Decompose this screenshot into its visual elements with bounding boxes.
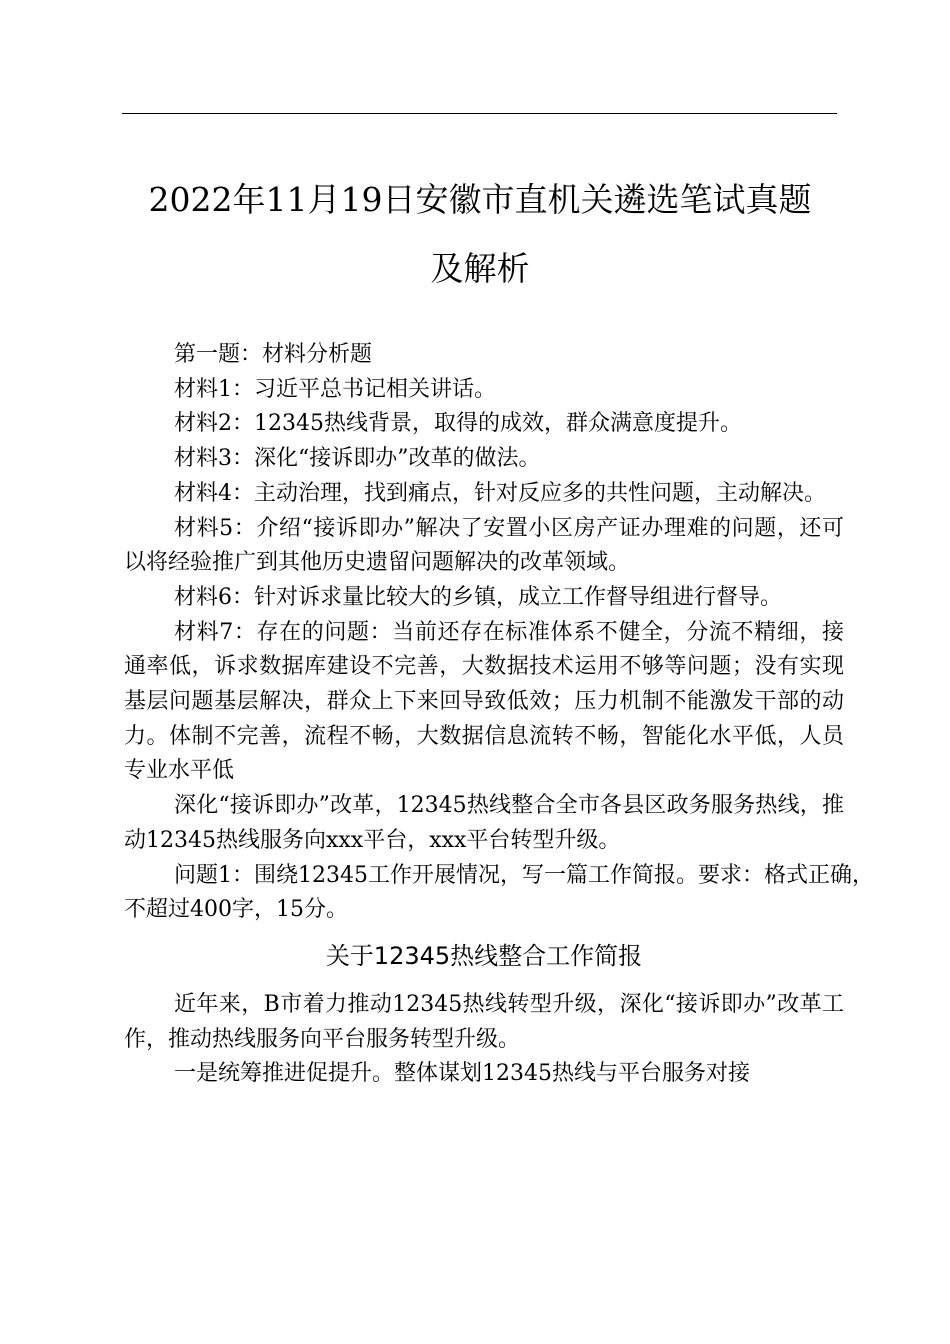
briefing-intro: 近年来，B市着力推动12345热线转型升级，深化“接诉即办”改革工作，推动热线服务向平台服务转型升级。 [124, 991, 844, 1052]
material-7: 材料7：存在的问题：当前还存在标准体系不健全，分流不精细，接通率低，诉求数据库建设不完善，大数据技术运用不够等问题；没有实现基层问题基层解决，群众上下来回导致低效；压力机制不能激发干部的动力。体制不完善，流程不畅，大数据信息流转不畅，智能化水平低，人员专业水平低 [124, 619, 844, 784]
question-heading: 第一题：材料分析题 [174, 342, 373, 367]
document-body [124, 338, 874, 1092]
material-5: 材料5：介绍“接诉即办”解决了安置小区房产证办理难的问题，还可以将经验推广到其他历史遗留问题解决的改革领域。 [124, 515, 844, 576]
question-1: 问题1：围绕12345工作开展情况，写一篇工作简报。要求：格式正确，不超过400字，15分。 [124, 862, 874, 923]
material-6: 材料6：针对诉求量比较大的乡镇，成立工作督导组进行督导。 [174, 584, 782, 610]
material-3: 材料3：深化“接诉即办”改革的做法。 [174, 446, 541, 472]
material-1: 材料1：习近平总书记相关讲话。 [174, 376, 496, 402]
briefing-title: 关于12345热线整合工作简报 [325, 941, 643, 970]
reform-summary: 深化“接诉即办”改革，12345热线整合全市各县区政务服务热线，推动12345热线服务向xxx平台，xxx平台转型升级。 [124, 793, 844, 853]
briefing-point-1: 一是统筹推进促提升。整体谋划12345热线与平台服务对接 [174, 1061, 750, 1087]
material-2: 材料2：12345热线背景，取得的成效，群众满意度提升。 [174, 411, 742, 437]
material-4: 材料4：主动治理，找到痛点，针对反应多的共性问题，主动解决。 [174, 480, 826, 506]
header-rule [122, 113, 837, 114]
document-title-line-2: 及解析 [430, 249, 530, 288]
document-title-line-1: 2022年11月19日安徽市直机关遴选笔试真题 [148, 180, 812, 219]
